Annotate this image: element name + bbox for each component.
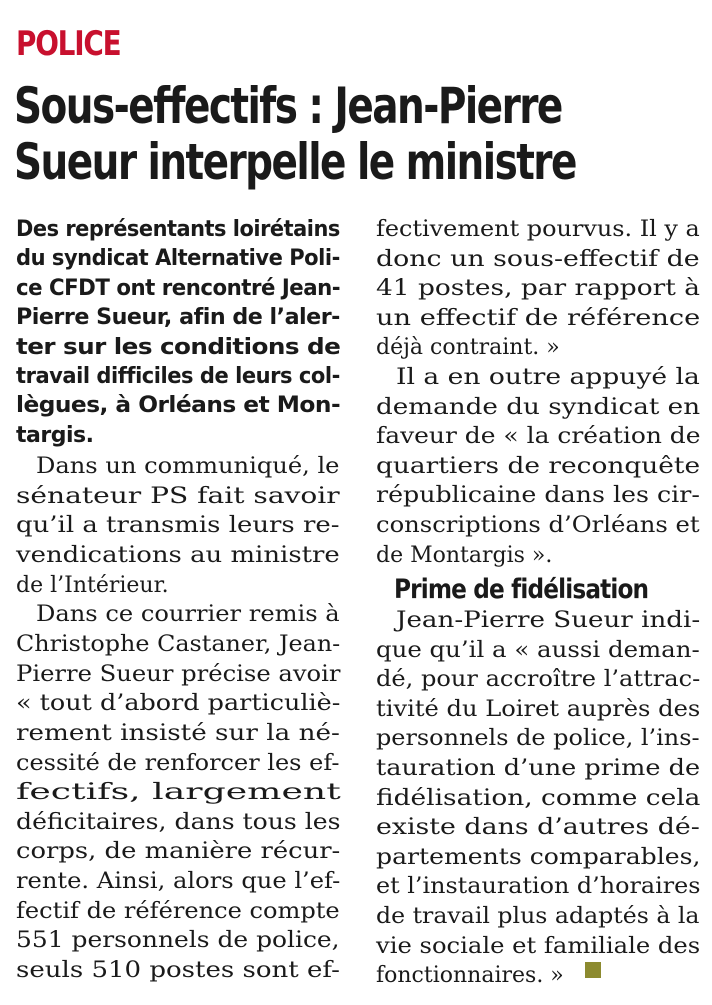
body-left-line: Pierre Sueur précise avoir [16,661,341,687]
body-right-line: conscriptions d’Orléans et [376,513,700,538]
lead-line: lègues, à Orléans et Mon- [16,393,341,419]
body-left-line: rement insisté sur la né- [16,720,340,746]
headline [14,78,576,190]
lead-line: travail difficiles de leurs col- [16,364,340,389]
lead-line: ce CFDT ont rencontré Jean- [16,275,341,301]
body-left-line: Dans ce courrier remis à [36,602,340,628]
body-left-line: « tout d’abord particuliè- [16,691,341,717]
lead-line: targis. [16,422,94,448]
body-right-prime-line: tauration d’une prime de [376,756,701,781]
body-right-line: déjà contraint. » [376,335,560,361]
body-left-line: fectif de référence compte [16,898,340,924]
lead-line: Pierre Sueur, afin de l’aler- [16,305,340,331]
body-right-prime-line: personnels de police, l’ins- [376,726,700,752]
body-right-prime-line: fonctionnaires. » [376,963,564,989]
body-right-line: quartiers de reconquête [376,453,701,479]
body-left-line: corps, de manière récur- [16,839,341,865]
body-right-prime-line: et l’instauration d’horaires [376,874,701,900]
body-right-prime-line: tivité du Loiret auprès des [376,696,701,722]
body-left-line: sénateur PS fait savoir [16,483,340,509]
body-left-line: seuls 510 postes sont ef- [16,958,340,984]
body-left-line: fectifs, largement [16,780,341,806]
body-right-line: demande du syndicat en [376,394,701,420]
body-right-line: donc un sous-effectif de [376,246,700,272]
body-right-prime-line: que qu’il a « aussi deman- [376,637,700,663]
body-right-prime-line: Jean-Pierre Sueur indi- [396,608,701,633]
body-left-line: vendications au ministre [16,542,340,568]
body-right-line: républicaine dans les cir- [376,483,700,509]
body-right-prime-line: dé, pour accroître l’attrac- [376,667,701,693]
body-left-line: Dans un communiqué, le [36,454,340,479]
body-left-line: déficitaires, dans tous les [16,809,341,835]
body-right-prime-line: vie sociale et familiale des [376,933,701,959]
headline-line-2: Sueur interpelle le ministre [14,133,576,191]
body-left-line: de l’Intérieur. [16,572,169,598]
body-right-line: faveur de « la création de [376,424,701,450]
body-left-line: rente. Ainsi, alors que l’ef- [16,869,341,895]
body-right-line: de Montargis ». [376,542,553,568]
body-right-line: un effectif de référence [376,305,701,331]
lead-line: Des représentants loirétains [16,217,340,242]
body-left-line: Christophe Castaner, Jean- [16,631,341,657]
body-right-prime-line: partements comparables, [376,844,701,870]
body-left-line: 551 personnels de police, [16,928,340,954]
lead-line: ter sur les conditions de [16,334,341,360]
body-right-line: fectivement pourvus. Il y a [376,217,700,242]
body-right-line: 41 postes, par rapport à [376,276,700,302]
body-right-prime-line: existe dans d’autres dé- [376,815,700,841]
body-right-line: Il a en outre appuyé la [396,365,700,390]
body-right-prime-line: fidélisation, comme cela [376,785,701,811]
headline-line-1: Sous-effectifs : Jean-Pierre [14,77,562,135]
rubric: POLICE [16,24,121,64]
section-subhead: Prime de fidélisation [394,574,649,605]
body-left-line: cessité de renforcer les ef- [16,750,340,776]
end-of-article-mark [585,962,601,978]
body-left-line: qu’il a transmis leurs re- [16,513,340,539]
body-right-prime-line: de travail plus adaptés à la [376,904,700,929]
lead-line: du syndicat Alternative Poli- [16,246,340,272]
